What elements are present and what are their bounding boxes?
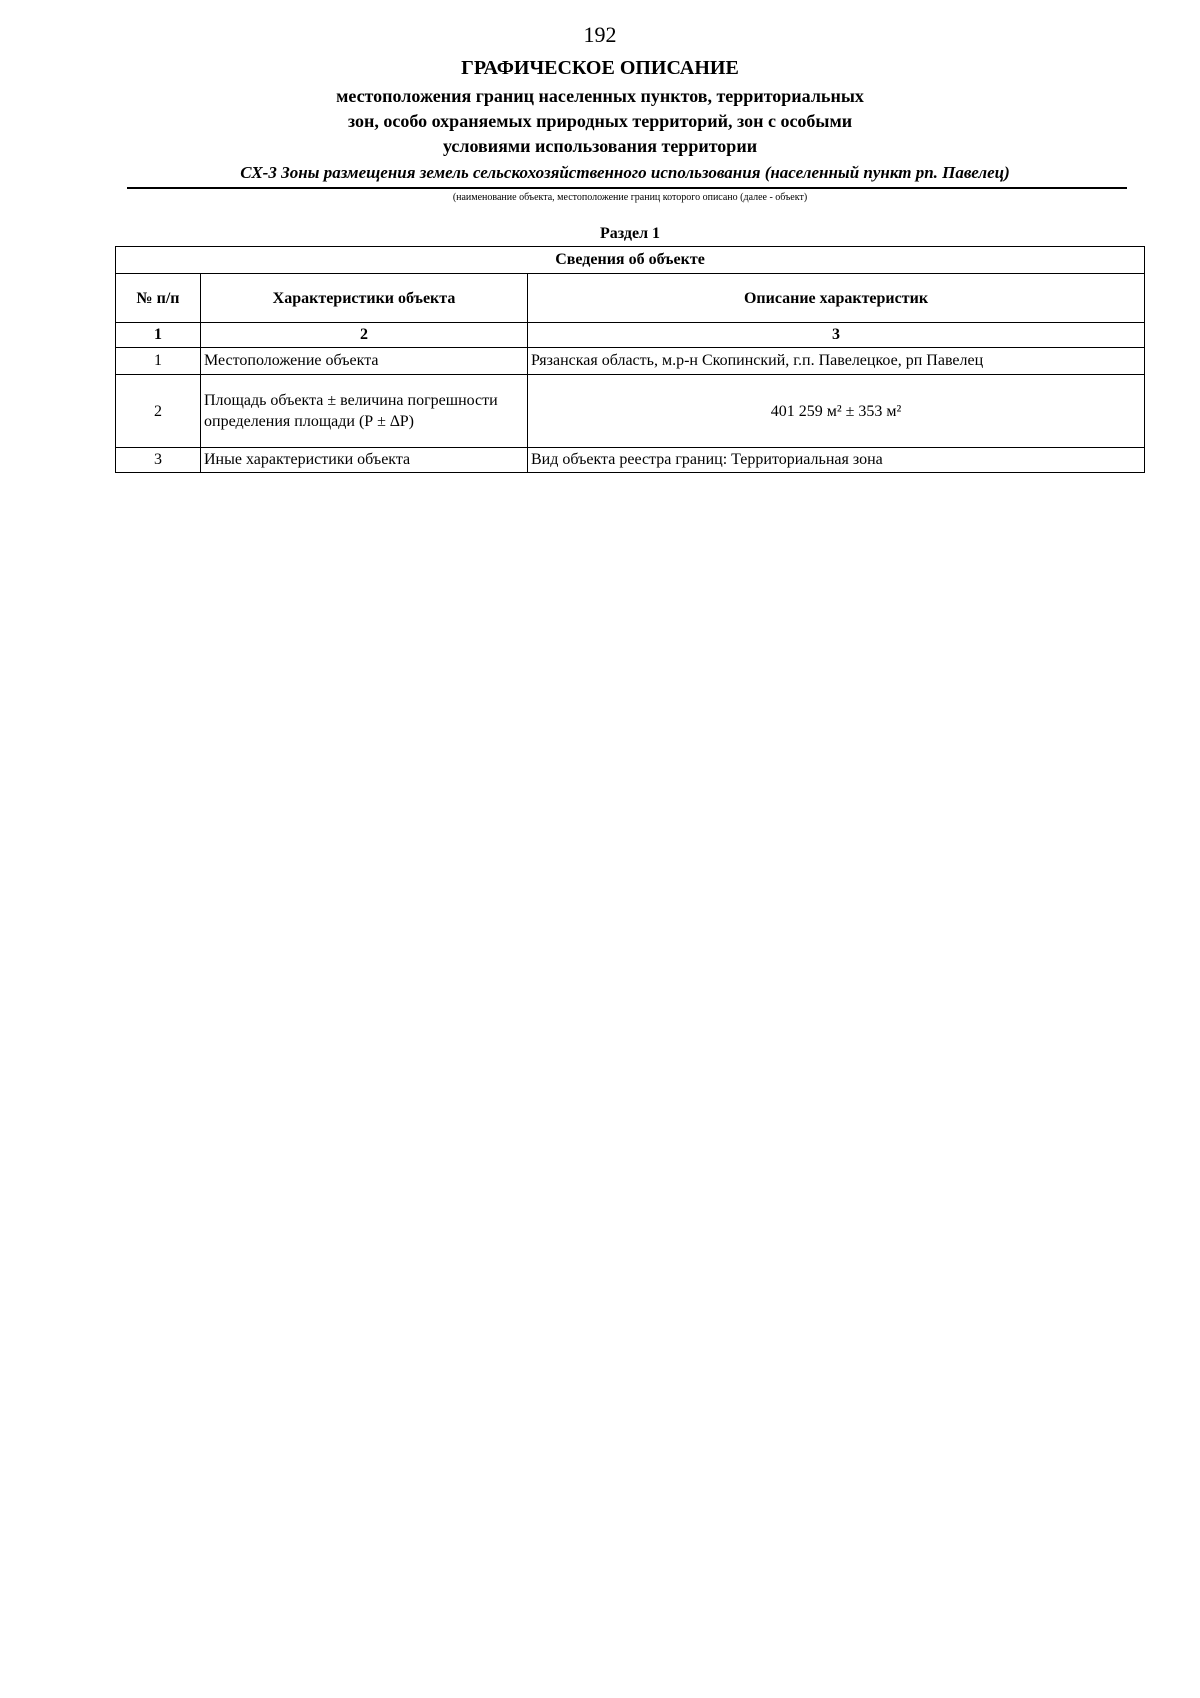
table-index-row [116,323,1145,348]
section-title: Раздел 1 [599,225,661,242]
object-name-underline [127,187,1127,189]
header-description: Описание характеристик [528,274,1145,323]
row-characteristic: Площадь объекта ± величина погрешности определения площади (Р ± ∆Р) [201,375,528,448]
row-description: 401 259 м² ± 353 м² [528,375,1145,448]
document-subtitle [250,84,950,159]
table-row [116,348,1145,375]
row-description: Вид объекта реестра границ: Территориальная зона [528,448,1145,473]
document-title: ГРАФИЧЕСКОЕ ОПИСАНИЕ [461,57,739,79]
table-caption-row [116,247,1145,274]
row-num: 1 [116,348,201,375]
subtitle-line-3: условиями использования территории [442,136,758,156]
page-number: 192 [583,22,617,47]
table-header-row [116,274,1145,323]
row-description: Рязанская область, м.р-н Скопинский, г.п. Павелецкое, рп Павелец [528,348,1145,375]
table-row [116,448,1145,473]
object-caption: (наименование объекта, местоположение границ которого описано (далее - объект) [452,192,808,203]
header-characteristic: Характеристики объекта [201,274,528,323]
header-num: № п/п [116,274,201,323]
index-col-3: 3 [528,323,1145,348]
row-characteristic: Иные характеристики объекта [201,448,528,473]
object-name: СХ-3 Зоны размещения земель сельскохозяйственного использования (населенный пункт рп. Павелец) [240,163,1010,182]
row-num: 2 [116,375,201,448]
subtitle-line-2: зон, особо охраняемых природных территорий, зон с особыми [347,111,853,131]
row-characteristic: Местоположение объекта [201,348,528,375]
table-row [116,375,1145,448]
index-col-2: 2 [201,323,528,348]
index-col-1: 1 [116,323,201,348]
subtitle-line-1: местоположения границ населенных пунктов, территориальных [336,86,864,106]
object-info-table [115,246,1145,473]
row-num: 3 [116,448,201,473]
table-caption: Сведения об объекте [116,247,1145,274]
